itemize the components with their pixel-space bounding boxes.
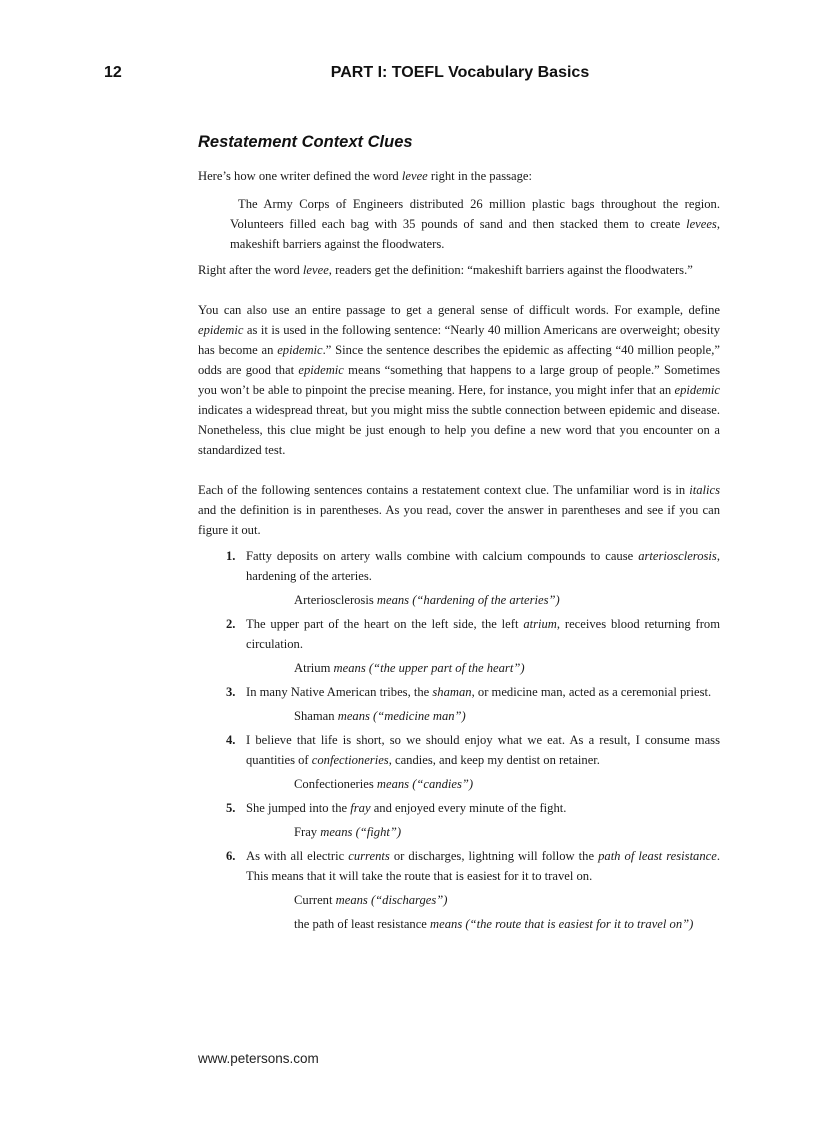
- example-sentence: As with all electric currents or discharges, lightning will follow the path of least resistance. This means that it will take the route that is easiest for it to travel on.: [246, 849, 720, 883]
- example-item: [198, 546, 720, 610]
- epidemic-paragraph-italic-term: epidemic: [277, 343, 323, 357]
- page-body: [198, 128, 720, 938]
- example-answer-italic-term: means (“fight”): [317, 825, 402, 839]
- epidemic-paragraph-italic-term: epidemic: [298, 363, 344, 377]
- after-extract-paragraph: Right after the word levee, readers get the definition: “makeshift barriers against the floodwaters.”: [198, 263, 693, 277]
- instructions-paragraph: Each of the following sentences contains a restatement context clue. The unfamiliar word is in italics and the definition is in parentheses. As you read, cover the answer in parentheses and see if you can figure it out.: [198, 483, 720, 537]
- example-sentence-italic-term: path of least resistance: [598, 849, 717, 863]
- example-sentence-italic-term: confectioneries: [311, 753, 389, 767]
- example-answer-italic-term: means (“the upper part of the heart”): [330, 661, 525, 675]
- example-answer: Confectioneries means (“candies”): [294, 777, 474, 791]
- example-number: 3.: [226, 685, 236, 699]
- quoted-extract: The Army Corps of Engineers distributed 26 million plastic bags throughout the region. Volunteers filled each bag with 35 pounds of sand and then stacked them to create levees, makeshift barriers against the floodwaters.: [230, 197, 720, 251]
- example-sentence-italic-term: fray: [350, 801, 371, 815]
- footer-url: www.petersons.com: [198, 1051, 319, 1066]
- after-extract-paragraph-italic-term: levee: [302, 263, 329, 277]
- example-item: [198, 730, 720, 794]
- example-item: [198, 614, 720, 678]
- example-answer: the path of least resistance means (“the route that is easiest for it to travel on”): [294, 917, 694, 931]
- example-sentence: She jumped into the fray and enjoyed every minute of the fight.: [246, 801, 567, 815]
- example-answer: Current means (“discharges”): [294, 893, 448, 907]
- example-answer: Arteriosclerosis means (“hardening of the arteries”): [294, 593, 560, 607]
- example-number: 1.: [226, 549, 236, 563]
- example-answer: Shaman means (“medicine man”): [294, 709, 466, 723]
- example-item: [198, 846, 720, 934]
- section-heading: Restatement Context Clues: [198, 133, 413, 151]
- example-answer-italic-term: means (“the route that is easiest for it to travel on”): [426, 917, 694, 931]
- example-sentence: I believe that life is short, so we should enjoy what we eat. As a result, I consume mass quantities of confectioneries, candies, and keep my dentist on retainer.: [246, 733, 720, 767]
- epidemic-paragraph: You can also use an entire passage to get a general sense of difficult words. For example, define epidemic as it is used in the following sentence: “Nearly 40 million Americans are overweight; obesity has become an epidemic.” Since the sentence describes the epidemic as affecting “40 million people,” odds are good that epidemic means “something that happens to a large group of people.” Sometimes you won’t be able to pinpoint the precise meaning. Here, for instance, you might infer that an epidemic indicates a widespread threat, but you might miss the subtle connection between epidemic and disease. Nonetheless, this clue might be just enough to help you define a new word that you encounter on a standardized test.: [198, 303, 720, 457]
- intro-paragraph-italic-term: levee: [401, 169, 428, 183]
- example-number: 4.: [226, 733, 236, 747]
- example-answer-italic-term: means (“candies”): [373, 777, 474, 791]
- example-sentence: Fatty deposits on artery walls combine with calcium compounds to cause arteriosclerosis, hardening of the arteries.: [246, 549, 720, 583]
- example-answer: Atrium means (“the upper part of the heart”): [294, 661, 525, 675]
- example-answer-italic-term: means (“discharges”): [332, 893, 448, 907]
- page-number: 12: [104, 64, 122, 81]
- example-answer-italic-term: means (“medicine man”): [334, 709, 466, 723]
- example-number: 6.: [226, 849, 236, 863]
- example-sentence: The upper part of the heart on the left side, the left atrium, receives blood returning from circulation.: [246, 617, 720, 651]
- example-sentence-italic-term: atrium: [523, 617, 557, 631]
- epidemic-paragraph-italic-term: epidemic: [674, 383, 720, 397]
- example-sentence-italic-term: currents: [348, 849, 390, 863]
- instructions-paragraph-italic-term: italics: [689, 483, 720, 497]
- example-list: [198, 546, 720, 934]
- example-item: [198, 798, 720, 842]
- quoted-extract-italic-term: levees: [686, 217, 717, 231]
- running-head: PART I: TOEFL Vocabulary Basics: [330, 64, 590, 81]
- example-number: 5.: [226, 801, 236, 815]
- example-number: 2.: [226, 617, 236, 631]
- example-sentence: In many Native American tribes, the shaman, or medicine man, acted as a ceremonial priest.: [246, 685, 712, 699]
- example-answer-italic-term: means (“hardening of the arteries”): [373, 593, 560, 607]
- example-item: [198, 682, 720, 726]
- example-answer: Fray means (“fight”): [294, 825, 402, 839]
- epidemic-paragraph-italic-term: epidemic: [198, 323, 244, 337]
- intro-paragraph: Here’s how one writer defined the word levee right in the passage:: [198, 169, 532, 183]
- example-sentence-italic-term: shaman: [432, 685, 472, 699]
- example-sentence-italic-term: arteriosclerosis: [638, 549, 717, 563]
